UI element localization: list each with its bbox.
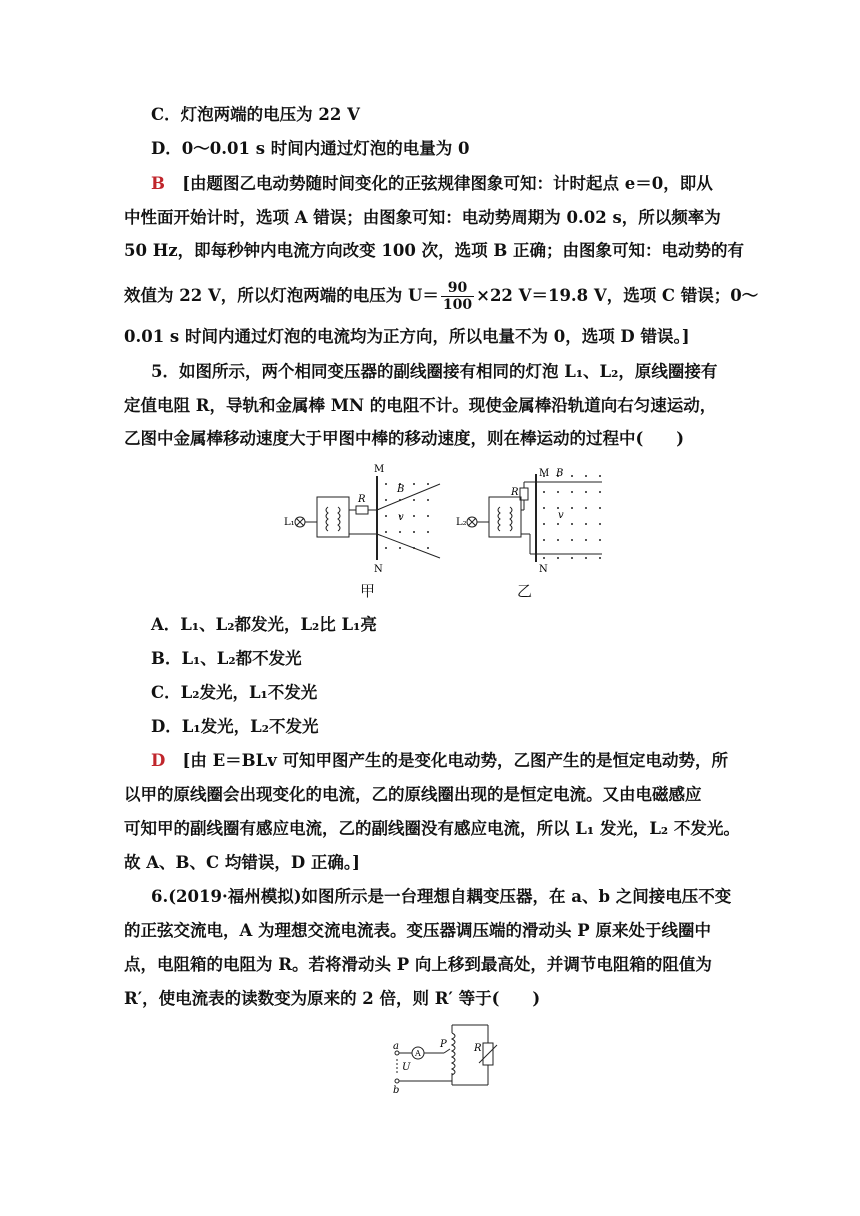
q6-stem-line1: 6.(2019·福州模拟)如图所示是一台理想自耦变压器，在 a、b 之间接电压不变 [151,887,732,906]
q4-answer-text1: [由题图乙电动势随时间变化的正弦规律图象可知：计时起点 e＝0，即从 [182,174,713,193]
label-r-jia: R [358,494,366,505]
q4-answer-line2: 中性面开始计时，选项 A 错误；由图象可知：电动势周期为 0.02 s，所以频率为 [124,208,721,227]
q6-figure [388,1015,498,1095]
q5-caption-yi: 乙 [517,582,533,600]
label-r-yi: R [511,487,519,498]
q5-option-a: A．L₁、L₂都发光，L₂比 L₁亮 [151,615,377,634]
q4-answer-line4 [124,280,758,313]
label-ammeter: A [415,1049,421,1058]
q4-answer-line5: 0.01 s 时间内通过灯泡的电流均为正方向，所以电量不为 0，选项 D 错误。] [124,327,690,346]
terminal-b [395,1079,399,1083]
q5-answer-line2: 以甲的原线圈会出现变化的电流，乙的原线圈出现的是恒定电流。又由电磁感应 [124,785,702,804]
q5-option-b: B．L₁、L₂都不发光 [151,649,302,668]
label-a: a [393,1041,399,1052]
q5-caption-jia: 甲 [360,582,376,600]
q5-answer-line1 [151,750,728,772]
q5-option-d: D．L₁发光，L₂不发光 [151,717,319,736]
figure-yi [467,474,602,562]
label-v-yi: v [558,510,564,521]
q5-stem-line1: 5．如图所示，两个相同变压器的副线圈接有相同的灯泡 L₁、L₂，原线圈接有 [151,362,718,381]
q4-fraction-num: 90 [441,280,474,297]
q5-answer-line3: 可知甲的副线圈有感应电流，乙的副线圈没有感应电流，所以 L₁ 发光，L₂ 不发光。 [124,819,740,838]
q4-answer-line3: 50 Hz，即每秒钟内电流方向改变 100 次，选项 B 正确；由图象可知：电动势的有 [124,241,745,260]
label-m-yi: M [539,468,550,479]
q4-answer-line4-post: ×22 V＝19.8 V，选项 C 错误；0～ [476,286,759,305]
q4-option-c: C．灯泡两端的电压为 22 V [151,105,360,124]
q4-answer-line4-pre: 效值为 22 V，所以灯泡两端的电压为 U＝ [124,286,439,305]
q4-answer-letter: B [151,174,165,193]
q5-stem-line3: 乙图中金属棒移动速度大于甲图中棒的移动速度，则在棒运动的过程中( ) [124,429,685,448]
label-p: P [440,1039,447,1050]
q6-stem-line2: 的正弦交流电，A 为理想交流电流表。变压器调压端的滑动头 P 原来处于线圈中 [124,921,711,940]
field-dots-yi [543,475,601,559]
q6-stem-line3: 点，电阻箱的电阻为 R。若将滑动头 P 向上移到最高处，并调节电阻箱的阻值为 [124,955,712,974]
q6-stem-line4: R′，使电流表的读数变为原来的 2 倍，则 R′ 等于( ) [124,989,541,1008]
q5-option-c: C．L₂发光，L₁不发光 [151,683,318,702]
q4-option-d: D．0～0.01 s 时间内通过灯泡的电量为 0 [151,139,470,158]
figure-jia [295,476,440,560]
label-r-box: R [474,1043,482,1054]
q5-stem-line2: 定值电阻 R，导轨和金属棒 MN 的电阻不计。现使金属棒沿轨道向右匀速运动， [124,396,717,415]
label-n-jia: N [374,564,383,575]
resistor-r-jia [356,506,368,514]
q5-answer-line4: 故 A、B、C 均错误，D 正确。] [124,853,360,872]
q5-answer-text1: [由 E＝BLv 可知甲图产生的是变化电动势，乙图产生的是恒定电动势，所 [182,751,729,770]
q4-fraction [441,280,474,313]
label-b: b [393,1085,400,1095]
label-m-jia: M [374,464,385,475]
q4-answer-line1 [151,173,713,195]
label-l1: L₁ [284,517,295,528]
q5-answer-letter: D [151,751,166,770]
label-l2: L₂ [456,517,467,528]
label-b-yi: B [556,468,564,479]
coil [452,1033,455,1075]
q5-figure [280,462,620,577]
label-b-jia: B [397,484,405,495]
q4-fraction-den: 100 [442,297,473,313]
label-u: U [402,1062,411,1073]
label-n-yi: N [539,564,548,575]
label-v-jia: v [398,512,404,523]
